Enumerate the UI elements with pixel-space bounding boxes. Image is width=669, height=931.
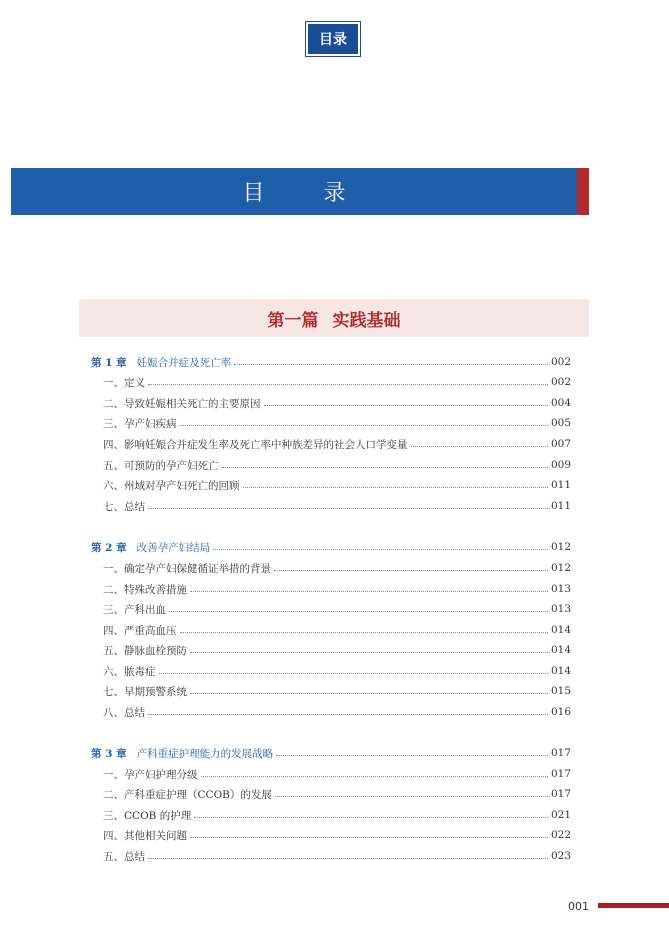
section-title: 八、总结 xyxy=(103,706,145,719)
leader-dots xyxy=(222,467,548,468)
chapter-entry[interactable] xyxy=(91,354,571,370)
section-title: 一、定义 xyxy=(103,376,145,389)
chapter-entry[interactable] xyxy=(91,539,571,555)
page-number: 023 xyxy=(550,850,571,862)
section-entry[interactable] xyxy=(103,704,571,720)
section-entry[interactable] xyxy=(103,766,571,782)
chapter-title: 妊娠合并症及死亡率 xyxy=(136,356,232,369)
page-number: 014 xyxy=(550,665,571,677)
section-entry[interactable] xyxy=(103,374,571,390)
section-title: 五、可预防的孕产妇死亡 xyxy=(103,459,219,472)
page-number: 002 xyxy=(550,356,571,368)
section-entry[interactable] xyxy=(103,477,571,493)
leader-dots xyxy=(180,632,548,633)
leader-dots xyxy=(190,693,548,694)
leader-dots xyxy=(190,591,548,592)
page-number: 015 xyxy=(550,685,571,697)
part-heading xyxy=(79,299,589,337)
leader-dots xyxy=(213,549,548,550)
banner-accent xyxy=(577,168,589,215)
page-number: 002 xyxy=(550,376,571,388)
leader-dots xyxy=(180,425,548,426)
toc-badge xyxy=(305,21,361,57)
section-entry[interactable] xyxy=(103,457,571,473)
section-title: 六、州域对孕产妇死亡的回顾 xyxy=(103,479,240,492)
part-title: 第一篇 实践基础 xyxy=(267,310,401,331)
leader-dots xyxy=(148,384,548,385)
leader-dots xyxy=(234,364,548,365)
section-entry[interactable] xyxy=(103,415,571,431)
leader-dots xyxy=(275,796,548,797)
page-number: 017 xyxy=(550,768,571,780)
leader-dots xyxy=(190,652,548,653)
toc-banner xyxy=(11,168,577,215)
leader-dots xyxy=(411,446,548,447)
page-number: 022 xyxy=(550,829,571,841)
section-title: 五、静脉血栓预防 xyxy=(103,644,187,657)
page-number: 013 xyxy=(550,583,571,595)
page-number: 009 xyxy=(550,459,571,471)
section-entry[interactable] xyxy=(103,436,571,452)
section-title: 二、导致妊娠相关死亡的主要原因 xyxy=(103,397,261,410)
leader-dots xyxy=(264,405,548,406)
section-title: 一、确定孕产妇保健循证举措的背景 xyxy=(103,562,271,575)
section-entry[interactable] xyxy=(103,683,571,699)
section-title: 五、总结 xyxy=(103,850,145,863)
section-entry[interactable] xyxy=(103,395,571,411)
page-number: 017 xyxy=(550,747,571,759)
leader-dots xyxy=(169,611,548,612)
page-number: 012 xyxy=(550,562,571,574)
section-entry[interactable] xyxy=(103,848,571,864)
section-title: 四、影响妊娠合并症发生率及死亡率中种族差异的社会人口学变量 xyxy=(103,438,408,451)
section-entry[interactable] xyxy=(103,827,571,843)
leader-dots xyxy=(194,817,548,818)
page-number: 011 xyxy=(550,479,571,491)
leader-dots xyxy=(276,755,548,756)
page-number: 021 xyxy=(550,809,571,821)
page-number: 012 xyxy=(550,541,571,553)
section-entry[interactable] xyxy=(103,560,571,576)
section-title: 三、CCOB 的护理 xyxy=(103,809,192,822)
section-title: 三、孕产妇疾病 xyxy=(103,417,177,430)
page-number: 004 xyxy=(550,397,571,409)
section-entry[interactable] xyxy=(103,663,571,679)
footer-page-number: 001 xyxy=(568,900,589,913)
leader-dots xyxy=(243,487,548,488)
chapter-title: 改善孕产妇结局 xyxy=(136,541,211,554)
chapter-number: 第 2 章 xyxy=(91,541,127,554)
leader-dots xyxy=(148,508,548,509)
leader-dots xyxy=(159,673,548,674)
section-title: 四、严重高血压 xyxy=(103,624,177,637)
leader-dots xyxy=(201,776,548,777)
section-title: 一、孕产妇护理分级 xyxy=(103,768,198,781)
section-title: 四、其他相关问题 xyxy=(103,829,187,842)
page-number: 017 xyxy=(550,788,571,800)
chapter-entry[interactable] xyxy=(91,745,571,761)
section-title: 二、特殊改善措施 xyxy=(103,583,187,596)
page-number: 014 xyxy=(550,644,571,656)
section-title: 三、产科出血 xyxy=(103,603,166,616)
section-title: 七、总结 xyxy=(103,500,145,513)
page-number: 007 xyxy=(550,438,571,450)
chapter-number: 第 3 章 xyxy=(91,747,127,760)
leader-dots xyxy=(148,714,548,715)
chapter-title: 产科重症护理能力的发展战略 xyxy=(136,747,274,760)
chapter-number: 第 1 章 xyxy=(91,356,127,369)
footer-accent-bar xyxy=(598,903,669,908)
section-entry[interactable] xyxy=(103,642,571,658)
page-number: 016 xyxy=(550,706,571,718)
section-entry[interactable] xyxy=(103,807,571,823)
section-entry[interactable] xyxy=(103,498,571,514)
banner-title: 目 录 xyxy=(242,181,372,206)
leader-dots xyxy=(274,570,548,571)
section-entry[interactable] xyxy=(103,622,571,638)
section-title: 六、脓毒症 xyxy=(103,665,156,678)
section-title: 二、产科重症护理（CCOB）的发展 xyxy=(103,788,272,801)
page-number: 013 xyxy=(550,603,571,615)
section-title: 七、早期预警系统 xyxy=(103,685,187,698)
page-number: 011 xyxy=(550,500,571,512)
page-number: 014 xyxy=(550,624,571,636)
section-entry[interactable] xyxy=(103,601,571,617)
leader-dots xyxy=(148,858,548,859)
page-number: 005 xyxy=(550,417,571,429)
section-entry[interactable] xyxy=(103,786,571,802)
section-entry[interactable] xyxy=(103,581,571,597)
leader-dots xyxy=(190,837,548,838)
toc-badge-label: 目录 xyxy=(308,24,358,54)
